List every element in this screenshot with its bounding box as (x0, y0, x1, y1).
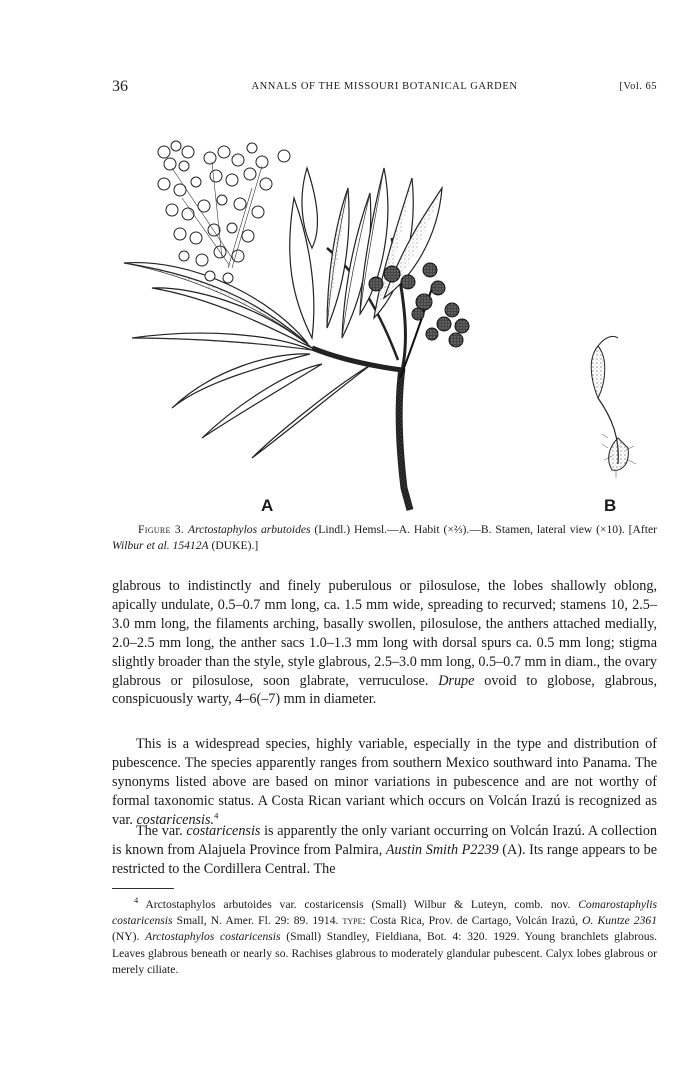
fn-t6: (NY). (112, 930, 146, 944)
caption-authority: (Lindl.) Hemsl.—A. Habit (×⅔).—B. Stamen, lateral view (×10). [After (310, 523, 657, 536)
body-paragraph-1 (112, 577, 657, 709)
p2-variety: costaricensis. (136, 811, 215, 828)
caption-figure-label: Figure 3. (138, 523, 185, 536)
footnote-rule (112, 888, 174, 889)
panel-b-stamen-drawing (591, 336, 636, 478)
p3-text-b: is apparently the only variant occurring on Volcán Irazú. A collection is known from Alajuela Province from Palmira, (112, 823, 658, 858)
body-paragraph-3 (112, 822, 657, 879)
fn-t5: O. Kuntze 2361 (582, 914, 657, 928)
footnote (112, 897, 657, 978)
figure-caption (112, 522, 657, 554)
panel-b-label: B (604, 496, 617, 515)
footnote-marker: 4 (134, 895, 139, 906)
figure-3 (112, 138, 657, 518)
p2-text-a: This is a widespread species, highly variable, especially in the type and distribution of pubescence. The species apparently ranges from southern Mexico southward into Panama. The synonyms listed above are based on minor variations in pubescence and are not worthy of formal taxonomic status. A Costa Rican variant which occurs on Volcán Irazú is recognized as var. (112, 736, 657, 828)
p1-text-b: ovoid to globose, glabrous, conspicuously warty, 4–6(–7) mm in diameter. (112, 672, 657, 708)
p3-collector: Austin Smith P2239 (385, 841, 499, 858)
fn-t1: Arctostaphylos arbutoides var. costaricensis (Small) Wilbur & Luteyn, comb. nov. (138, 898, 579, 911)
p3-variety: costaricensis (186, 823, 261, 839)
fn-t2: Comarostaphylis costaricensis (112, 898, 657, 928)
caption-species: Arctostaphylos arbutoides (187, 523, 311, 536)
panel-a-label: A (261, 496, 274, 515)
botanical-illustration (112, 138, 657, 518)
p3-text-c: (A). Its range appears to be restricted to the Cordillera Central. The (112, 841, 657, 877)
running-header (112, 78, 657, 98)
journal-title: ANNALS OF THE MISSOURI BOTANICAL GARDEN (251, 81, 518, 92)
fn-t3: Small, N. Amer. Fl. 29: 89. 1914. (172, 914, 343, 928)
p1-drupe: Drupe (438, 672, 475, 689)
volume-label: [Vol. 65 (619, 81, 657, 92)
page-number: 36 (112, 78, 128, 95)
p1-text-a: glabrous to indistinctly and finely puberulous or pilosulose, the lobes shallowly oblong, apically undulate, 0.5–0.7 mm long, ca. 1.5 mm wide, spreading to recurved; stamens 10, 2.5–3.0 mm long, the filaments arching, basally swollen, pilosulose, the anthers attached medially, 2.0–2.5 mm long, the anther sacs 1.0–1.3 mm long with dorsal spurs ca. 0.5 mm long; stigma slightly broader than the style, style glabrous, 2.5–3.0 mm long, 0.5–0.7 mm in diam., the ovary glabrous or pilosulose, soon glabrate, verruculose. (112, 578, 657, 689)
fn-t8: (Small) Standley, Fieldiana, Bot. 4: 320. 1929. Young branchlets glabrous. Leaves glabrous beneath or nearly so. Rachises glabrous to moderately glandular pubescent. Calyx lobes glabrous or merely ciliate. (112, 930, 658, 976)
p2-footnote-ref[interactable]: 4 (214, 809, 219, 820)
caption-herbarium: (DUKE).] (208, 539, 259, 552)
body-paragraph-2 (112, 735, 657, 830)
p3-text-a: The var. (136, 823, 187, 839)
caption-collector: Wilbur et al. 15412A (112, 539, 209, 552)
fn-t7: Arctostaphylos costaricensis (145, 930, 281, 944)
flower-cluster (158, 141, 290, 283)
panel-a-habit-drawing (124, 141, 469, 510)
fn-type-label: type: (342, 914, 366, 928)
fn-t4: Costa Rica, Prov. de Cartago, Volcán Irazú, (365, 914, 583, 928)
